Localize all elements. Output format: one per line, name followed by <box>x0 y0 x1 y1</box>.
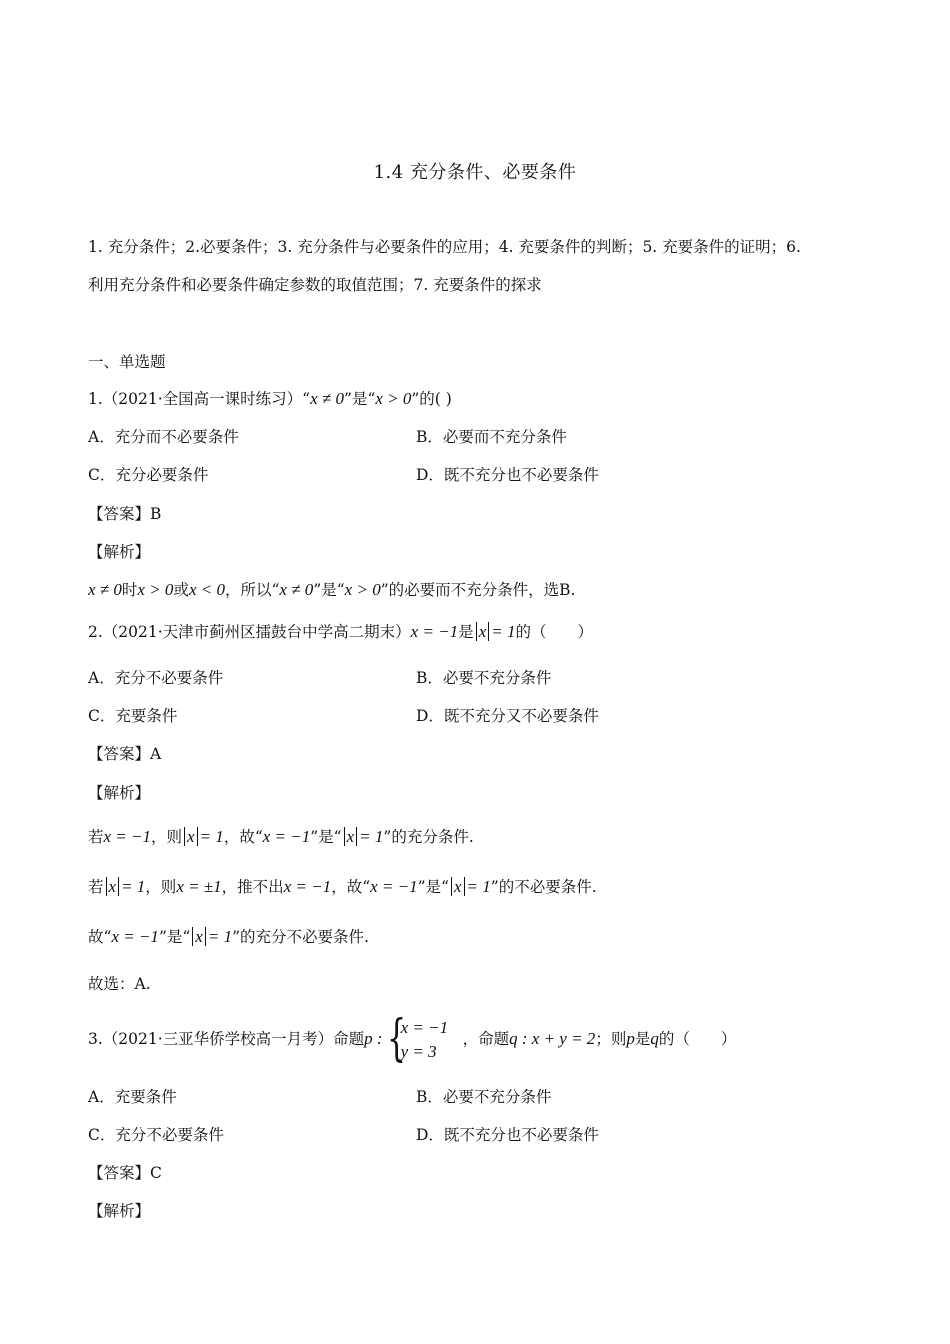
left-brace: { <box>386 1009 406 1067</box>
option-c: C．充分必要条件 <box>88 466 209 484</box>
question-1-explanation: x ≠ 0时x > 0或x < 0，所以“x ≠ 0”是“x > 0”的必要而不充分条件，选B. <box>88 580 576 599</box>
option-d: D．既不充分也不必要条件 <box>416 466 599 484</box>
topics-line-2: 利用充分条件和必要条件确定参数的取值范围；7. 充要条件的探求 <box>88 276 542 294</box>
option-a: A．充分而不必要条件 <box>88 428 239 446</box>
question-1-options-row-2 <box>88 464 862 486</box>
option-b: B．必要不充分条件 <box>416 669 552 687</box>
question-2-answer: 【答案】A <box>88 745 162 763</box>
question-3-analysis-label: 【解析】 <box>88 1202 151 1220</box>
question-2-explanation-1: 若x = −1，则 x = 1，故“x = −1”是“ x = 1”的充分条件. <box>88 827 474 846</box>
option-b: B．必要不充分条件 <box>416 1088 552 1106</box>
option-c: C．充分不必要条件 <box>88 1126 224 1144</box>
topics-line-1: 1. 充分条件；2.必要条件；3. 充分条件与必要条件的应用；4. 充要条件的判断；5. 充要条件的证明；6. <box>88 238 801 256</box>
question-2-options-row-1 <box>88 667 862 689</box>
option-b: B．必要而不充分条件 <box>416 428 567 446</box>
section-heading: 一、单选题 <box>88 353 166 371</box>
question-1-analysis-label: 【解析】 <box>88 543 151 561</box>
option-a: A．充分不必要条件 <box>88 669 224 687</box>
question-2-conclusion: 故选：A. <box>88 975 151 993</box>
question-1-stem: 1.（2021·全国高一课时练习）“x ≠ 0”是“x > 0”的( ) <box>88 389 452 408</box>
question-2-analysis-label: 【解析】 <box>88 784 151 802</box>
question-2-stem: 2.（2021·天津市蓟州区擂鼓台中学高二期末）x = −1是 x = 1的（ ） <box>88 622 593 641</box>
option-d: D．既不充分又不必要条件 <box>416 707 599 725</box>
question-3-options-row-2 <box>88 1124 862 1146</box>
question-2-explanation-3: 故“x = −1”是“ x = 1”的充分不必要条件. <box>88 927 369 946</box>
option-a: A．充要条件 <box>88 1088 177 1106</box>
option-c: C．充要条件 <box>88 707 178 725</box>
equation-system: { x = −1 y = 3 <box>386 1009 449 1067</box>
question-3-stem: 3.（2021·三亚华侨学校高一月考）命题p : { x = −1 y = 3 ，命题q : x + y = 2；则p是q的（ ） <box>88 1009 737 1067</box>
question-3-answer: 【答案】C <box>88 1164 162 1182</box>
question-1-options-row-1 <box>88 426 862 448</box>
question-3-options-row-1 <box>88 1086 862 1108</box>
page-title: 1.4 充分条件、必要条件 <box>373 162 577 183</box>
question-1-answer: 【答案】B <box>88 505 162 523</box>
question-2-explanation-2: 若 x = 1，则x = ±1，推不出x = −1，故“x = −1”是“ x = 1”的不必要条件. <box>88 877 597 896</box>
option-d: D．既不充分也不必要条件 <box>416 1126 599 1144</box>
question-2-options-row-2 <box>88 705 862 727</box>
